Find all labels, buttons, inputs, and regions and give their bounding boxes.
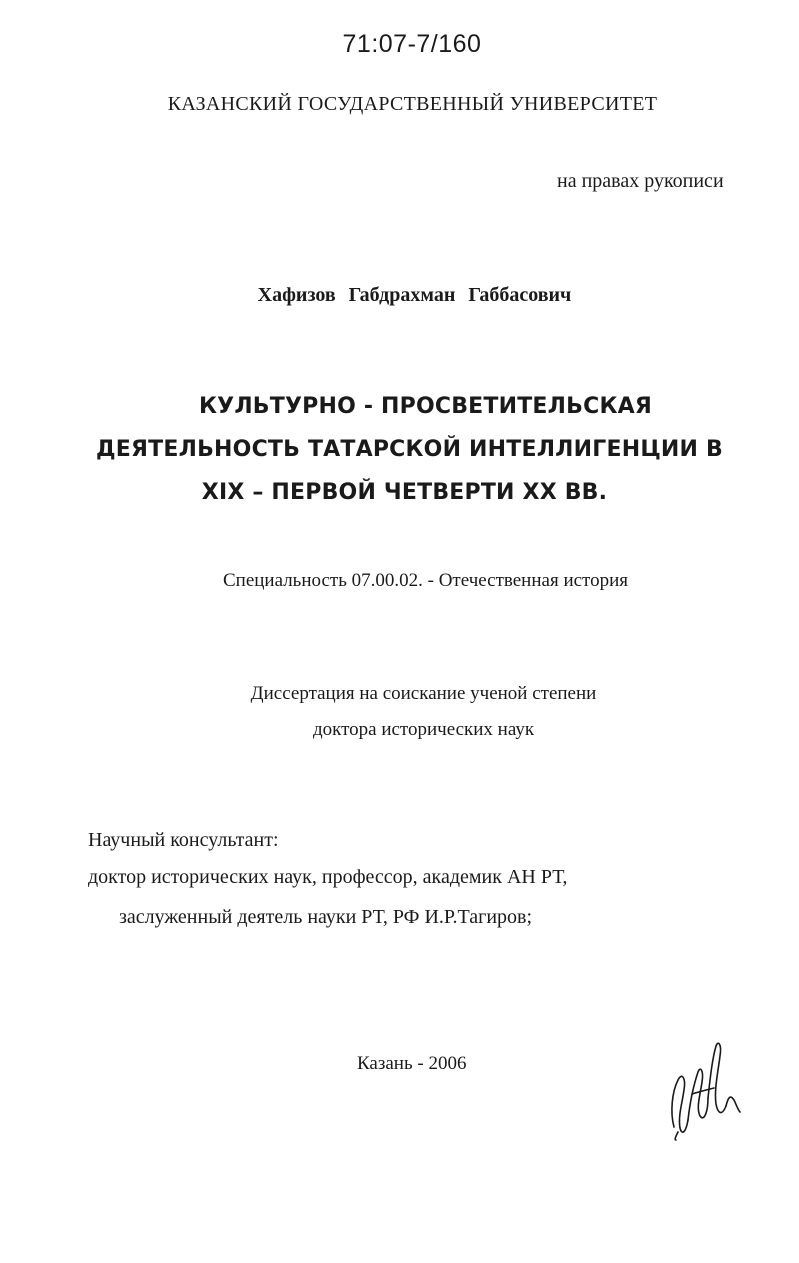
university-name: КАЗАНСКИЙ ГОСУДАРСТВЕННЫЙ УНИВЕРСИТЕТ xyxy=(167,93,658,115)
degree-line-1: Диссертация на соискание ученой степени xyxy=(250,683,597,704)
handwritten-signature xyxy=(664,1032,744,1142)
call-number: 71:07-7/160 xyxy=(342,30,482,58)
thesis-title-line-3: XIX – ПЕРВОЙ ЧЕТВЕРТИ XX ВВ. xyxy=(201,480,608,505)
degree-line-2: доктора исторических наук xyxy=(312,719,535,740)
city-year: Казань - 2006 xyxy=(357,1053,467,1074)
author-name: Хафизов Габдрахман Габбасович xyxy=(257,284,572,306)
thesis-title-line-1: КУЛЬТУРНО - ПРОСВЕТИТЕЛЬСКАЯ xyxy=(198,394,652,419)
consultant-name: заслуженный деятель науки РТ, РФ И.Р.Тагиров; xyxy=(119,906,533,928)
consultant-heading: Научный консультант: xyxy=(88,829,279,851)
thesis-title-line-2: ДЕЯТЕЛЬНОСТЬ ТАТАРСКОЙ ИНТЕЛЛИГЕНЦИИ В xyxy=(96,437,723,462)
specialty-line: Специальность 07.00.02. - Отечественная история xyxy=(222,570,629,591)
manuscript-note: на правах рукописи xyxy=(557,170,724,192)
consultant-credentials: доктор исторических наук, профессор, академик АН РТ, xyxy=(88,866,568,888)
